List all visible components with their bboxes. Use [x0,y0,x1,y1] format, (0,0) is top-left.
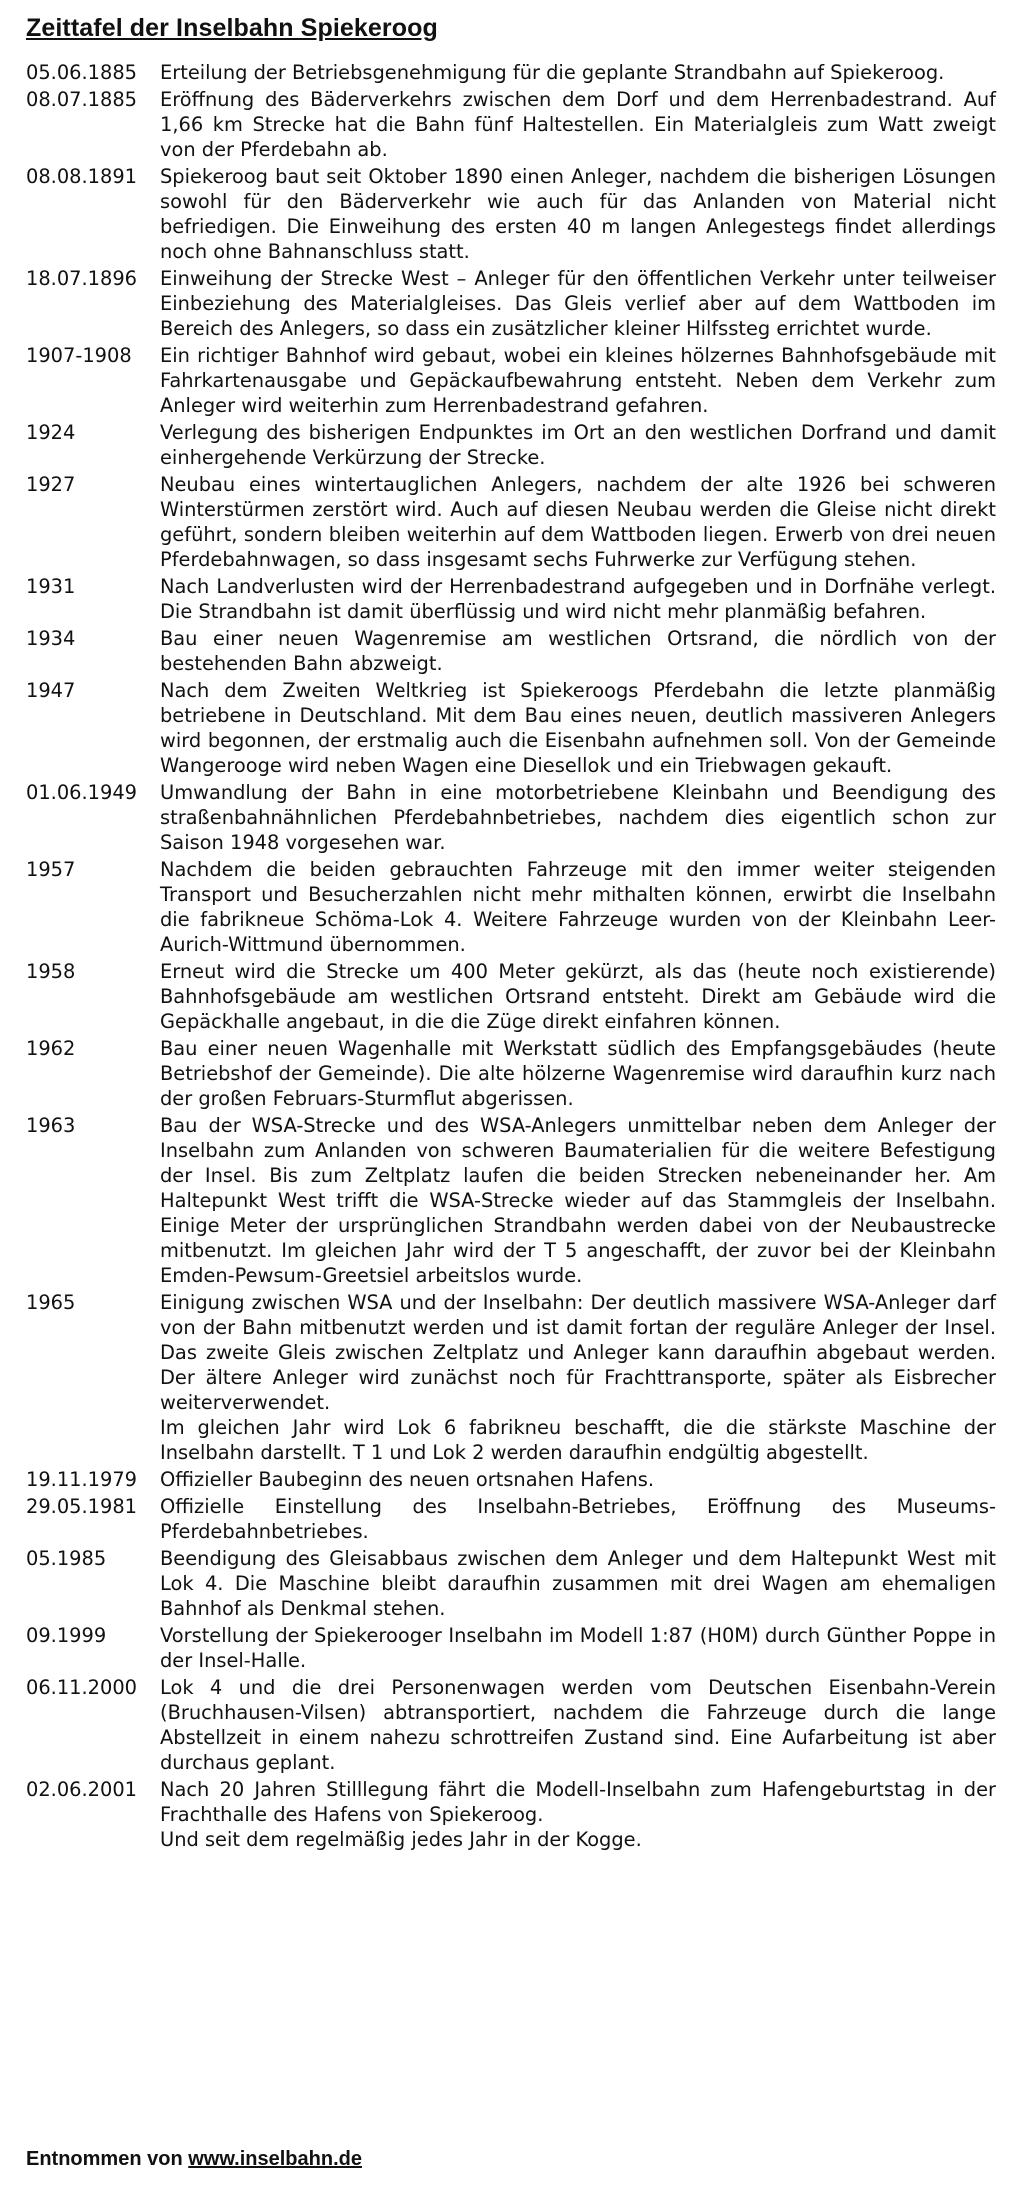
entry-date: 05.1985 [26,1547,107,1570]
source-link[interactable]: www.inselbahn.de [188,2148,362,2170]
entry-paragraph: Bau einer neuen Wagenremise am westlichen Ortsrand, die nördlich von der bestehenden Bahn abzweigt. [160,627,996,675]
entry-paragraph: Lok 4 und die drei Personenwagen werden vom Deutschen Eisenbahn-Verein (Bruchhausen-Vilsen) abtransportiert, nachdem die Fahrzeuge durch die lange Abstellzeit in einem nahezu schrottreifen Zustand sind. Eine Aufarbeitung ist aber durchaus geplant. [160,1676,996,1774]
entry-description [160,1777,996,1854]
entry-date: 05.06.1885 [26,61,138,84]
entry-date: 1958 [26,960,76,983]
timeline-row [26,1777,996,1854]
entry-date: 29.05.1981 [26,1495,138,1518]
timeline-row [26,472,996,574]
entry-date: 1965 [26,1291,76,1314]
entry-paragraph: Offizielle Einstellung des Inselbahn-Betriebes, Eröffnung des Museums-Pferdebahnbetriebes. [160,1495,996,1543]
entry-paragraph: Nach Landverlusten wird der Herrenbadestrand aufgegeben und in Dorfnähe verlegt. Die Strandbahn ist damit überflüssig und wird nicht mehr planmäßig befahren. [160,575,996,623]
entry-description [160,1467,996,1494]
timeline-row [26,1623,996,1675]
timeline-row [26,1546,996,1623]
timeline-table [26,60,996,1854]
timeline-row [26,1113,996,1290]
entry-paragraph: Erteilung der Betriebsgenehmigung für die geplante Strandbahn auf Spiekeroog. [160,61,945,84]
entry-date: 08.07.1885 [26,88,138,111]
entry-description [160,678,996,780]
timeline-row [26,1036,996,1113]
entry-date: 09.1999 [26,1624,107,1647]
entry-paragraph: Bau einer neuen Wagenhalle mit Werkstatt südlich des Empfangsgebäudes (heute Betriebshof der Gemeinde). Die alte hölzerne Wagenremise wird daraufhin kurz nach der großen Februars-Sturmflut abgerissen. [160,1037,996,1110]
entry-paragraph: Verlegung des bisherigen Endpunktes im Ort an den westlichen Dorfrand und damit einhergehende Verkürzung der Strecke. [160,421,996,469]
entry-description [160,1113,996,1290]
timeline-row [26,1675,996,1777]
page-title: Zeittafel der Inselbahn Spiekeroog [26,14,438,42]
entry-paragraph: Erneut wird die Strecke um 400 Meter gekürzt, als das (heute noch existierende) Bahnhofsgebäude am westlichen Ortsrand entsteht. Direkt am Gebäude wird die Gepäckhalle angebaut, in die die Züge direkt einfahren können. [160,960,996,1033]
timeline-row [26,266,996,343]
entry-description [160,1675,996,1777]
timeline-row [26,959,996,1036]
entry-description [160,60,996,87]
entry-description [160,626,996,678]
timeline-row [26,420,996,472]
entry-paragraph: Nach 20 Jahren Stilllegung fährt die Modell-Inselbahn zum Hafengeburtstag in der Frachthalle des Hafens von Spiekeroog. [160,1778,996,1826]
entry-paragraph: Bau der WSA-Strecke und des WSA-Anlegers unmittelbar neben dem Anleger der Inselbahn zum Anlanden von schweren Baumaterialien für die weitere Befestigung der Insel. Bis zum Zeltplatz laufen die beiden Strecken nebeneinander her. Am Haltepunkt West trifft die WSA-Strecke wieder auf das Stammgleis der Inselbahn. Einige Meter der ursprünglichen Strandbahn werden dabei von der Neubaustrecke mitbenutzt. Im gleichen Jahr wird der T 5 angeschafft, der zuvor bei der Kleinbahn Emden-Pewsum-Greetsiel arbeitslos wurde. [160,1114,996,1287]
entry-paragraph: Und seit dem regelmäßig jedes Jahr in der Kogge. [160,1828,642,1851]
entry-paragraph: Offizieller Baubeginn des neuen ortsnahen Hafens. [160,1468,655,1491]
entry-paragraph: Neubau eines wintertauglichen Anlegers, nachdem der alte 1926 bei schweren Winterstürmen zerstört wird. Auch auf diesen Neubau werden die Gleise nicht direkt geführt, sondern bleiben weiterhin auf dem Wattboden liegen. Erwerb von drei neuen Pferdebahnwagen, so dass insgesamt sechs Fuhrwerke zur Verfügung stehen. [160,473,996,571]
entry-description [160,164,996,266]
entry-description [160,780,996,857]
entry-description [160,857,996,959]
entry-description [160,87,996,164]
entry-description [160,1036,996,1113]
entry-date: 01.06.1949 [26,781,138,804]
entry-paragraph: Umwandlung der Bahn in eine motorbetriebene Kleinbahn und Beendigung des straßenbahnähnlichen Pferdebahnbetriebes, nachdem dies eigentlich schon zur Saison 1948 vorgesehen war. [160,781,996,854]
timeline-row [26,780,996,857]
entry-description [160,1290,996,1467]
timeline-body [26,60,996,1854]
entry-date: 1962 [26,1037,76,1060]
entry-description [160,1623,996,1675]
entry-date: 1907-1908 [26,344,132,367]
entry-date: 1947 [26,679,76,702]
entry-date: 1924 [26,421,76,444]
entry-description [160,472,996,574]
entry-date: 1963 [26,1114,76,1137]
entry-paragraph: Einigung zwischen WSA und der Inselbahn: Der deutlich massivere WSA-Anleger darf von der Bahn mitbenutzt werden und ist damit fortan der reguläre Anleger der Insel. Das zweite Gleis zwischen Zeltplatz und Anleger kann daraufhin abgebaut werden. Der ältere Anleger wird zunächst noch für Frachttransporte, später als Eisbrecher weiterverwendet. [160,1291,996,1414]
entry-date: 02.06.2001 [26,1778,138,1801]
entry-description [160,266,996,343]
source-footer [26,2148,362,2171]
entry-date: 1927 [26,473,76,496]
timeline-row [26,1494,996,1546]
timeline-row [26,574,996,626]
timeline-row [26,857,996,959]
timeline-row [26,343,996,420]
entry-paragraph: Nach dem Zweiten Weltkrieg ist Spiekeroogs Pferdebahn die letzte planmäßig betriebene in Deutschland. Mit dem Bau eines neuen, deutlich massiveren Anlegers wird begonnen, der erstmalig auch die Eisenbahn aufnehmen soll. Von der Gemeinde Wangerooge wird neben Wagen eine Diesellok und ein Triebwagen gekauft. [160,679,996,777]
entry-paragraph: Nachdem die beiden gebrauchten Fahrzeuge mit den immer weiter steigenden Transport und Besucherzahlen nicht mehr mithalten können, erwirbt die Inselbahn die fabrikneue Schöma-Lok 4. Weitere Fahrzeuge wurden von der Kleinbahn Leer-Aurich-Wittmund übernommen. [160,858,996,956]
entry-paragraph: Ein richtiger Bahnhof wird gebaut, wobei ein kleines hölzernes Bahnhofsgebäude mit Fahrkartenausgabe und Gepäckaufbewahrung entsteht. Neben dem Verkehr zum Anleger wird weiterhin zum Herrenbadestrand gefahren. [160,344,996,417]
entry-paragraph: Beendigung des Gleisabbaus zwischen dem Anleger und dem Haltepunkt West mit Lok 4. Die Maschine bleibt daraufhin zusammen mit drei Wagen am ehemaligen Bahnhof als Denkmal stehen. [160,1547,996,1620]
entry-paragraph: Eröffnung des Bäderverkehrs zwischen dem Dorf und dem Herrenbadestrand. Auf 1,66 km Strecke hat die Bahn fünf Haltestellen. Ein Materialgleis zum Watt zweigt von der Pferdebahn ab. [160,88,996,161]
entry-paragraph: Einweihung der Strecke West – Anleger für den öffentlichen Verkehr unter teilweiser Einbeziehung des Materialgleises. Das Gleis verlief aber auf dem Wattboden im Bereich des Anlegers, so dass ein zusätzlicher kleiner Hilfssteg errichtet wurde. [160,267,996,340]
timeline-row [26,1467,996,1494]
entry-date: 1957 [26,858,76,881]
entry-date: 1931 [26,575,76,598]
entry-description [160,420,996,472]
timeline-row [26,1290,996,1467]
entry-paragraph: Spiekeroog baut seit Oktober 1890 einen Anleger, nachdem die bisherigen Lösungen sowohl für den Bäderverkehr wie auch für das Anlanden von Material nicht befriedigen. Die Einweihung des ersten 40 m langen Anlegestegs findet allerdings noch ohne Bahnanschluss statt. [160,165,996,263]
entry-date: 19.11.1979 [26,1468,138,1491]
source-label: Entnommen von [26,2148,183,2170]
entry-description [160,1546,996,1623]
entry-description [160,574,996,626]
entry-date: 1934 [26,627,76,650]
entry-description [160,343,996,420]
timeline-row [26,678,996,780]
timeline-row [26,87,996,164]
entry-description [160,1494,996,1546]
timeline-row [26,626,996,678]
entry-date: 18.07.1896 [26,267,138,290]
entry-paragraph: Im gleichen Jahr wird Lok 6 fabrikneu beschafft, die die stärkste Maschine der Inselbahn darstellt. T 1 und Lok 2 werden daraufhin endgültig abgestellt. [160,1416,996,1464]
entry-description [160,959,996,1036]
timeline-row [26,60,996,87]
entry-date: 06.11.2000 [26,1676,138,1699]
timeline-row [26,164,996,266]
entry-date: 08.08.1891 [26,165,138,188]
entry-paragraph: Vorstellung der Spiekerooger Inselbahn im Modell 1:87 (H0M) durch Günther Poppe in der Insel-Halle. [160,1624,996,1672]
